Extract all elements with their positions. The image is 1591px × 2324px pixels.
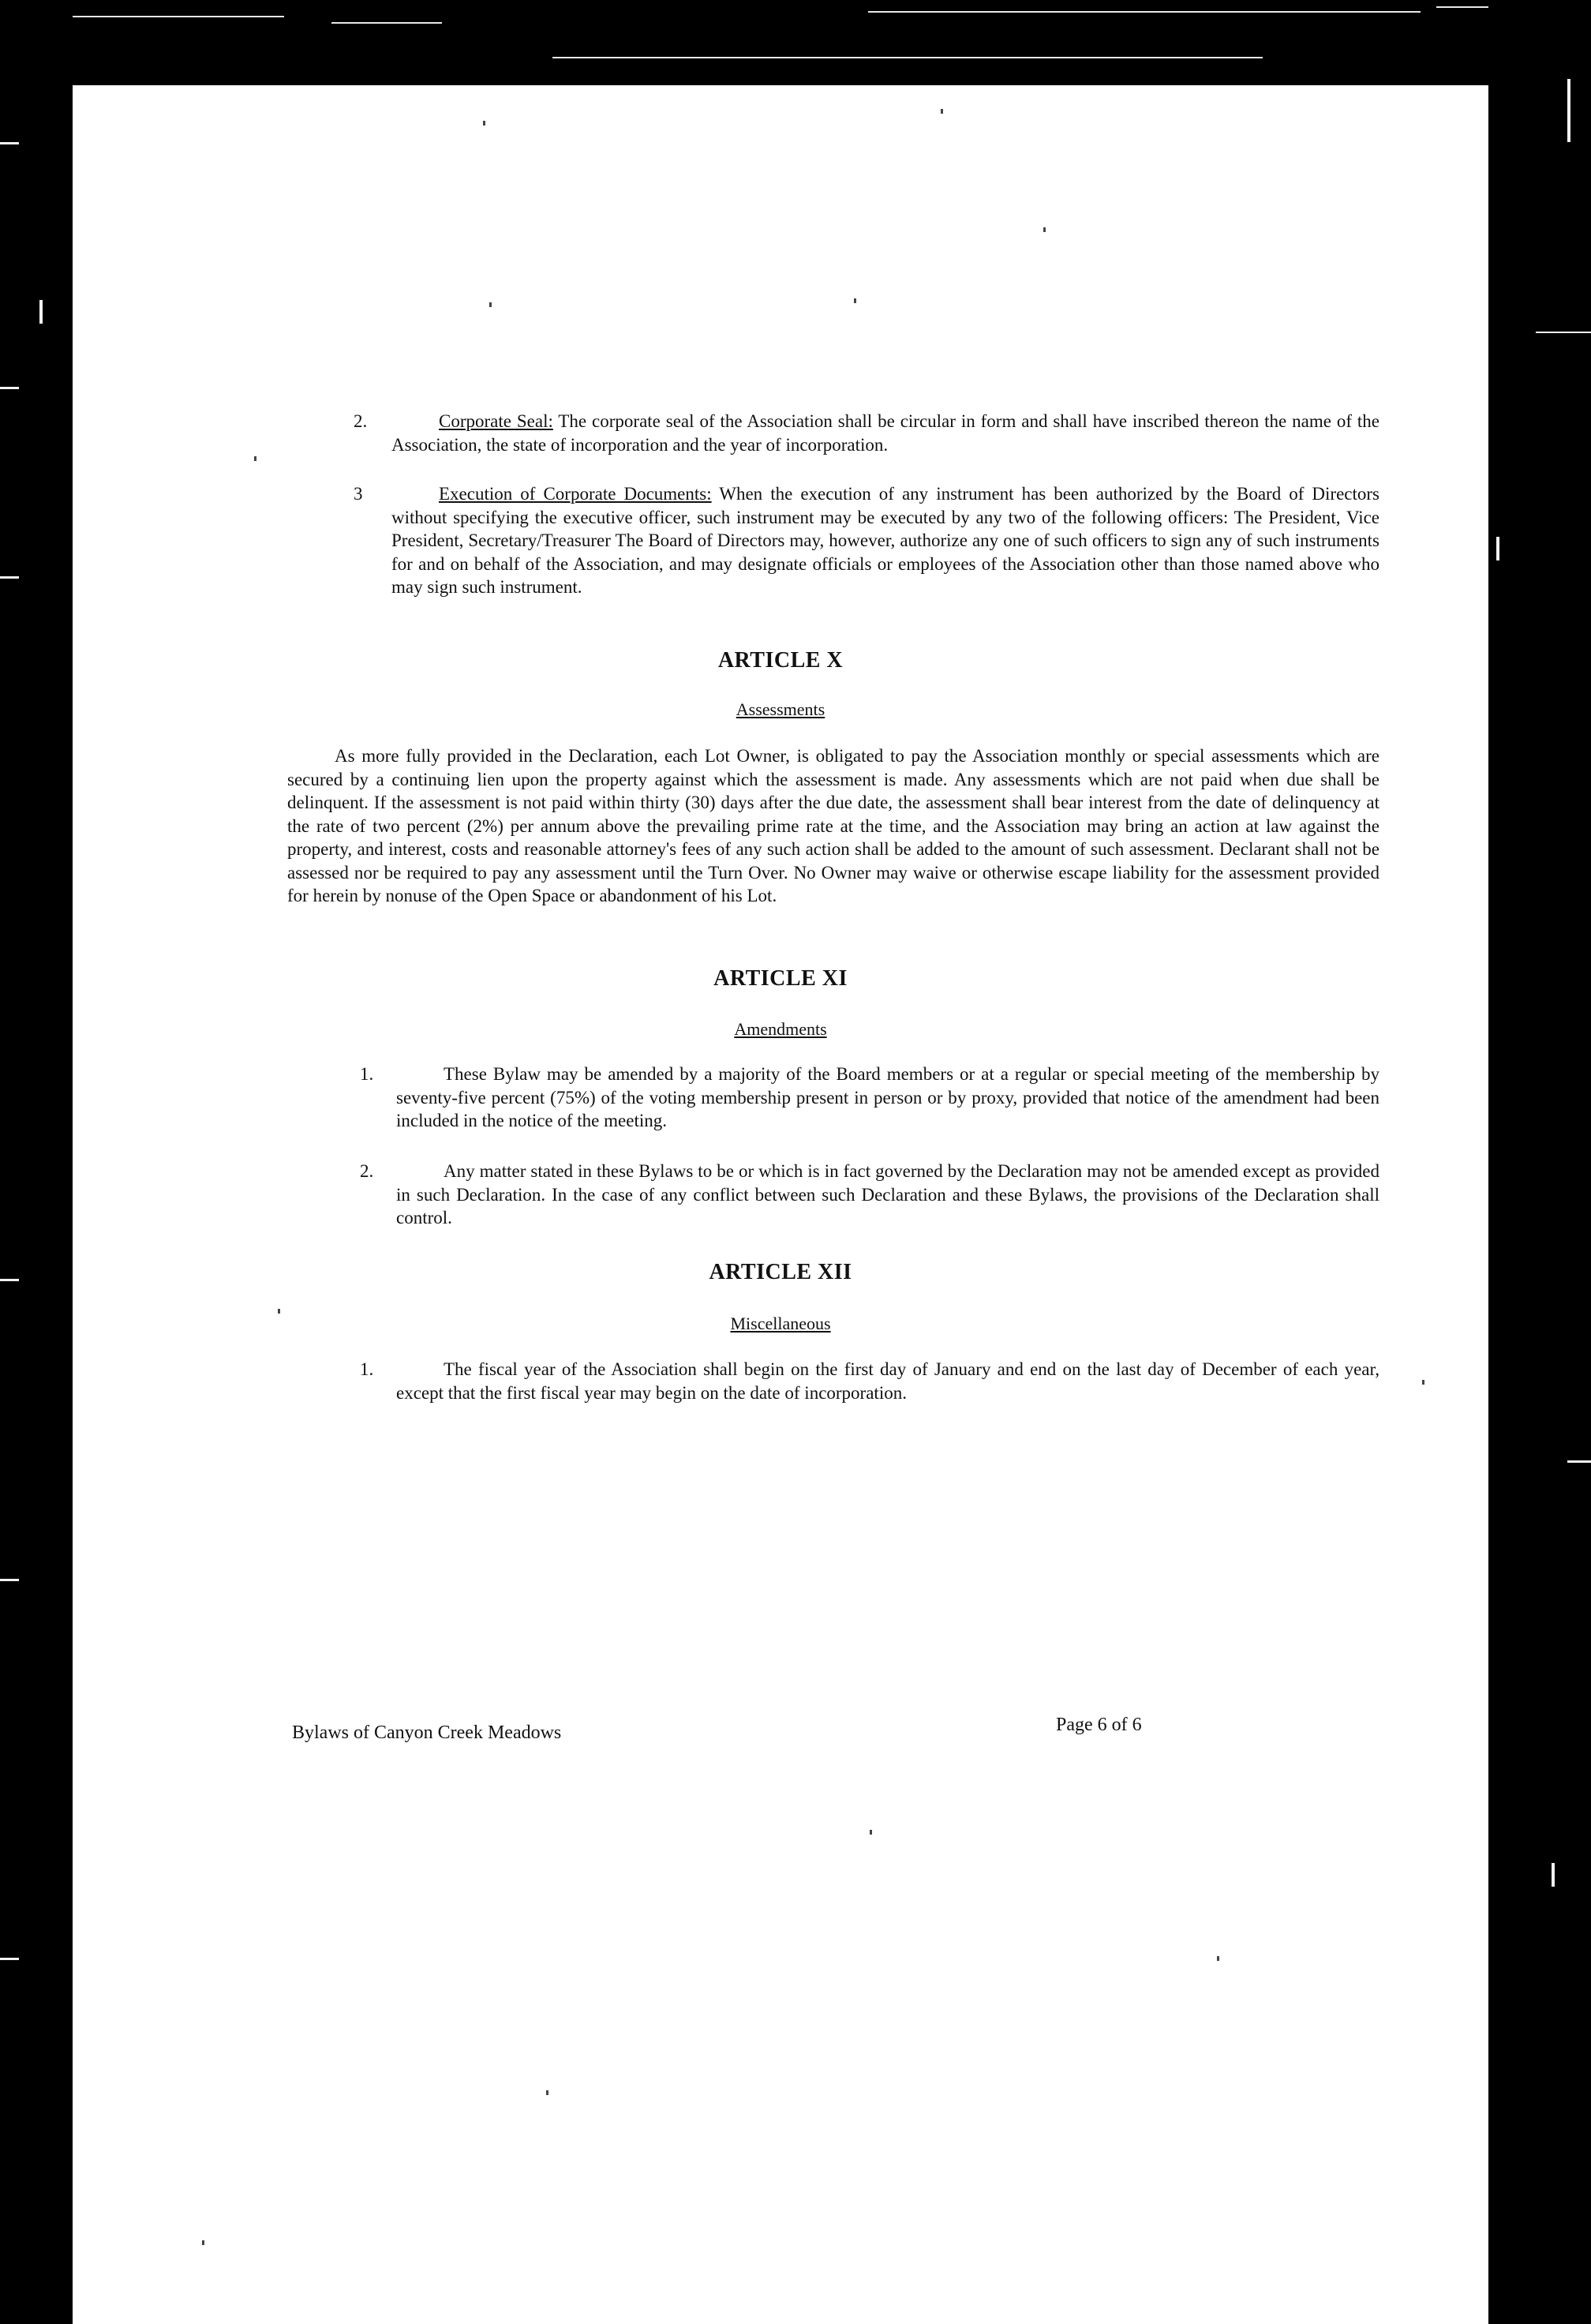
amendments-item-1 [396,1063,1379,1133]
miscellaneous-item-1 [396,1358,1379,1404]
scan-artifact [0,142,19,144]
scan-artifact [39,300,43,324]
scan-artifact [0,1279,19,1281]
scan-top-border [0,0,1591,91]
article-xii-heading: ARTICLE XII [709,1260,852,1284]
scan-artifact [1567,1460,1591,1463]
item-number: 2. [354,411,368,431]
scan-speck [1043,227,1046,232]
scan-speck [489,302,492,307]
document-page [73,85,1488,2324]
scan-artifact [1567,79,1570,142]
article-xii-subheading: Miscellaneous [730,1314,831,1333]
scan-speck [854,298,856,303]
amendments-item-1-text: These Bylaw may be amended by a majority of the Board members or at a regular or special meeting of the membership by seventy-five percent (75%) of the voting membership present in person or by proxy, provided that notice of the amendment had been included in the notice of the meeting. [396,1064,1379,1130]
scan-artifact [0,387,19,389]
execution-documents-paragraph [391,482,1379,599]
scan-speck [202,2240,204,2245]
scan-artifact [868,11,1421,13]
corporate-seal-title: Corporate Seal: [439,411,553,431]
footer-page-number: Page 6 of 6 [1056,1715,1142,1735]
amendments-item-2 [396,1160,1379,1230]
footer-document-title: Bylaws of Canyon Creek Meadows [292,1722,562,1743]
assessments-text: As more fully provided in the Declaration, each Lot Owner, is obligated to pay the Association monthly or special assessments which are secured by a continuing lien upon the property against which the assessment is made. Any assessments which are not paid when due shall be delinquent. If the assessment is not paid within thirty (30) days after the due date, the assessment shall bear interest from the date of delinquency at the rate of two percent (2%) per annum above the prevailing prime rate at the time, and the Association may bring an action at law against the property, and interest, costs and reasonable attorney's fees of any such action shall be added to the amount of such assessment. Declarant shall not be assessed nor be required to pay any assessment until the Turn Over. No Owner may waive or otherwise escape liability for the assessment provided for herein by nonuse of the Open Space or abandonment of his Lot. [287,746,1379,905]
item-number: 2. [360,1161,374,1181]
execution-documents-title: Execution of Corporate Documents: [439,484,712,504]
scan-artifact [552,57,1263,58]
scan-left-border [0,0,73,2324]
amendments-item-2-text: Any matter stated in these Bylaws to be or which is in fact governed by the Declaration may not be amended except as provided in such Declaration. In the case of any conflict between such Declaration and these Bylaws, the provisions of the Declaration shall control. [396,1161,1379,1228]
scan-artifact [0,1958,19,1960]
scan-speck [1217,1956,1219,1961]
article-x-subheading: Assessments [736,699,825,719]
corporate-seal-paragraph [391,410,1379,456]
scan-artifact [47,16,284,17]
item-number: 3 [354,484,363,504]
article-xi-subheading: Amendments [734,1019,827,1039]
scan-artifact [331,22,442,24]
scan-speck [546,2090,548,2095]
scan-speck [870,1830,872,1835]
item-number: 1. [360,1359,374,1379]
corporate-seal-text: The corporate seal of the Association shall be circular in form and shall have inscribed thereon the name of the Association, the state of incorporation and the year of incorporation. [391,411,1379,455]
scan-speck [483,121,485,126]
item-number: 1. [360,1064,374,1084]
execution-documents-text: When the execution of any instrument has been authorized by the Board of Directors without specifying the executive officer, such instrument may be executed by any two of the following officers: The President, Vice President, Secretary/Treasurer The Board of Directors may, however, authorize any one of such officers to sign any of such instruments for and on behalf of the Association, and may designate officials or employees of the Association other than those named above who may sign such instrument. [391,484,1379,597]
scan-artifact [0,576,19,579]
scan-speck [254,456,256,461]
scan-artifact [1536,332,1591,333]
scan-artifact [0,1579,19,1581]
scan-speck [941,109,943,114]
miscellaneous-item-1-text: The fiscal year of the Association shall begin on the first day of January and end on the last day of December of each year, except that the first fiscal year may begin on the date of incorporation. [396,1359,1379,1403]
article-x-heading: ARTICLE X [717,648,844,673]
assessments-paragraph [287,744,1379,908]
scan-artifact [1552,1863,1555,1887]
article-xi-heading: ARTICLE XI [713,966,848,991]
scan-artifact [1496,537,1499,560]
scan-right-border [1488,0,1591,2324]
scan-speck [1422,1380,1424,1385]
